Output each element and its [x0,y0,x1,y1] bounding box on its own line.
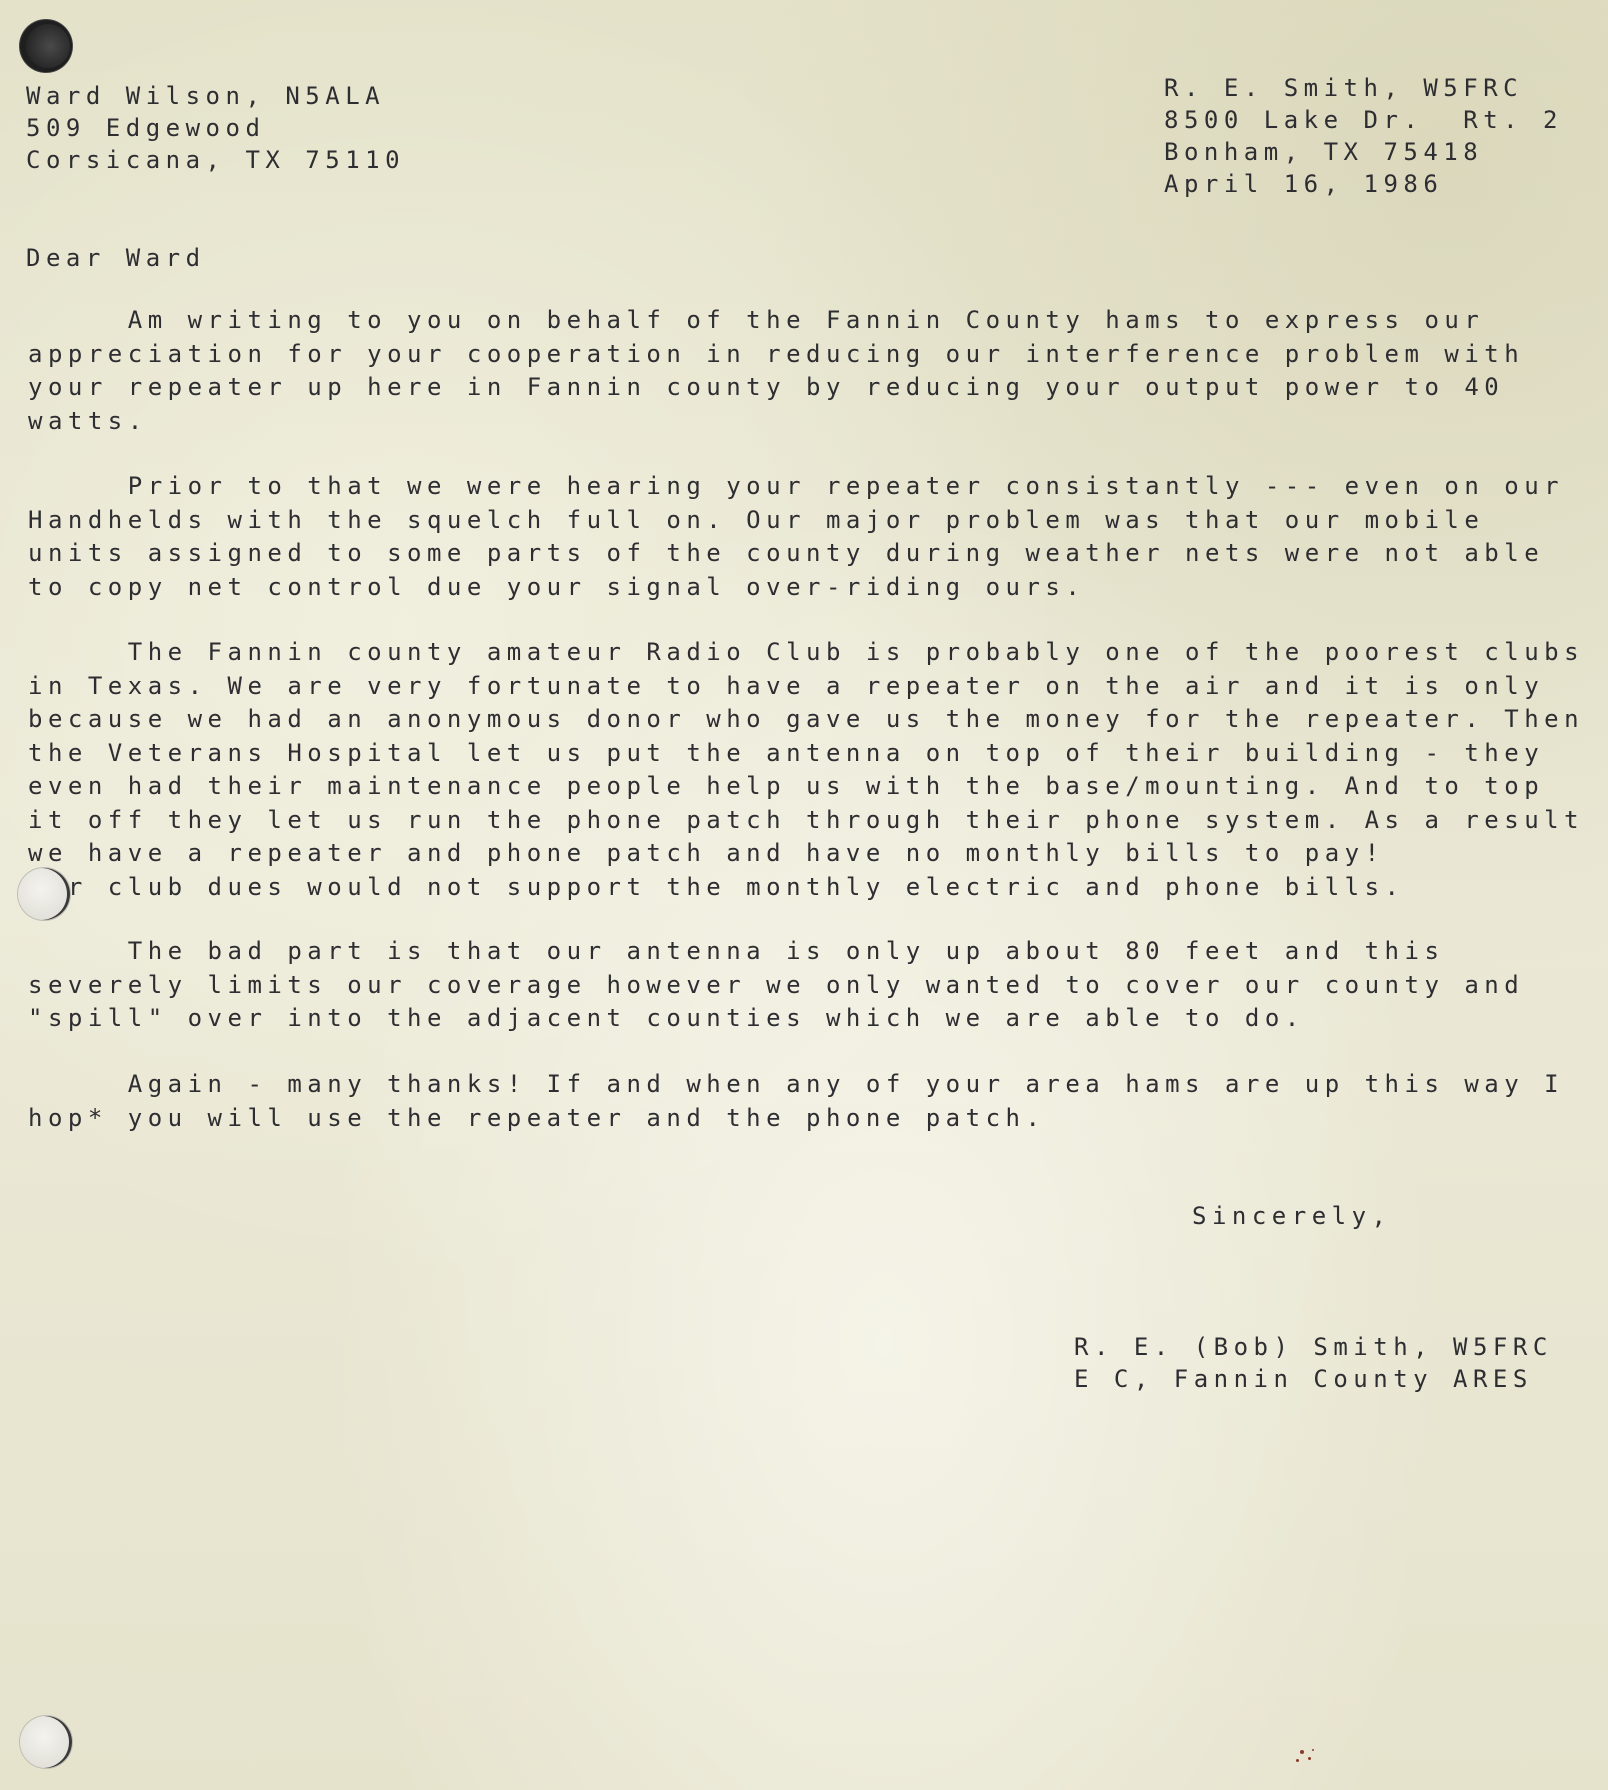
paragraph-line: The Fannin county amateur Radio Club is probably one of the poorest clubs [28,638,1585,666]
paragraph-2 [28,470,1588,604]
ink-speck [1300,1750,1304,1754]
paragraph-line: "spill" over into the adjacent counties which we are able to do. [28,1004,1305,1032]
paragraph-line: r club dues would not support the monthly electric and phone bills. [28,872,1405,901]
ink-speck [1312,1749,1314,1751]
punch-hole-bottom [20,1716,72,1768]
recipient-line: Ward Wilson, N5ALA [26,82,386,110]
paragraph-line: hop* you will use the repeater and the phone patch. [28,1103,1046,1132]
salutation: Dear Ward [26,244,206,272]
paragraph-3 [28,636,1588,904]
paragraph-line: severely limits our coverage however we only wanted to cover our county and [28,970,1525,999]
paragraph-line: to copy net control due your signal over-riding ours. [28,572,1086,601]
paragraph-line: in Texas. We are very fortunate to have a repeater on the air and it is only [28,671,1545,700]
paragraph-line: Handhelds with the squelch full on. Our major problem was that our mobile [28,505,1485,534]
paragraph-line: even had their maintenance people help us with the base/mounting. And to top [28,772,1545,800]
recipient-line: 509 Edgewood [26,114,266,142]
paragraph-line: appreciation for your cooperation in reducing our interference problem with [28,339,1525,368]
sender-address [1164,72,1563,200]
paragraph-5 [28,1068,1588,1135]
ink-speck [1308,1757,1311,1760]
sender-line: R. E. Smith, W5FRC [1164,74,1524,102]
ink-speck [1296,1759,1299,1762]
signature-name: R. E. (Bob) Smith, W5FRC [1074,1333,1553,1361]
paragraph-4 [28,935,1588,1036]
sender-line: 8500 Lake Dr. Rt. 2 [1164,106,1563,134]
paragraph-line: your repeater up here in Fannin county by reducing your output power to 40 [28,373,1505,401]
paragraph-line: Prior to that we were hearing your repeater consistantly --- even on our [28,472,1565,500]
letter-date: April 16, 1986 [1164,170,1444,198]
paragraph-line: The bad part is that our antenna is only up about 80 feet and this [28,937,1445,965]
closing: Sincerely, [1192,1202,1392,1230]
paragraph-line: the Veterans Hospital let us put the antenna on top of their building - they [28,738,1545,767]
paragraph-line: we have a repeater and phone patch and have no monthly bills to pay! [28,839,1385,867]
paragraph-line: units assigned to some parts of the county during weather nets were not able [28,539,1545,567]
punch-hole-top [20,20,72,72]
signature-block [1074,1331,1553,1395]
signature-title: E C, Fannin County ARES [1074,1365,1533,1393]
paragraph-line: Again - many thanks! If and when any of your area hams are up this way I [28,1070,1565,1098]
paragraph-line: because we had an anonymous donor who gave us the money for the repeater. Then [28,705,1585,733]
paragraph-line: watts. [28,406,148,435]
paragraph-1 [28,304,1588,438]
recipient-address [26,80,405,176]
sender-line: Bonham, TX 75418 [1164,138,1484,166]
recipient-line: Corsicana, TX 75110 [26,146,406,174]
paragraph-line: it off they let us run the phone patch through their phone system. As a result [28,805,1585,834]
paragraph-line: Am writing to you on behalf of the Fannin County hams to express our [28,306,1485,334]
